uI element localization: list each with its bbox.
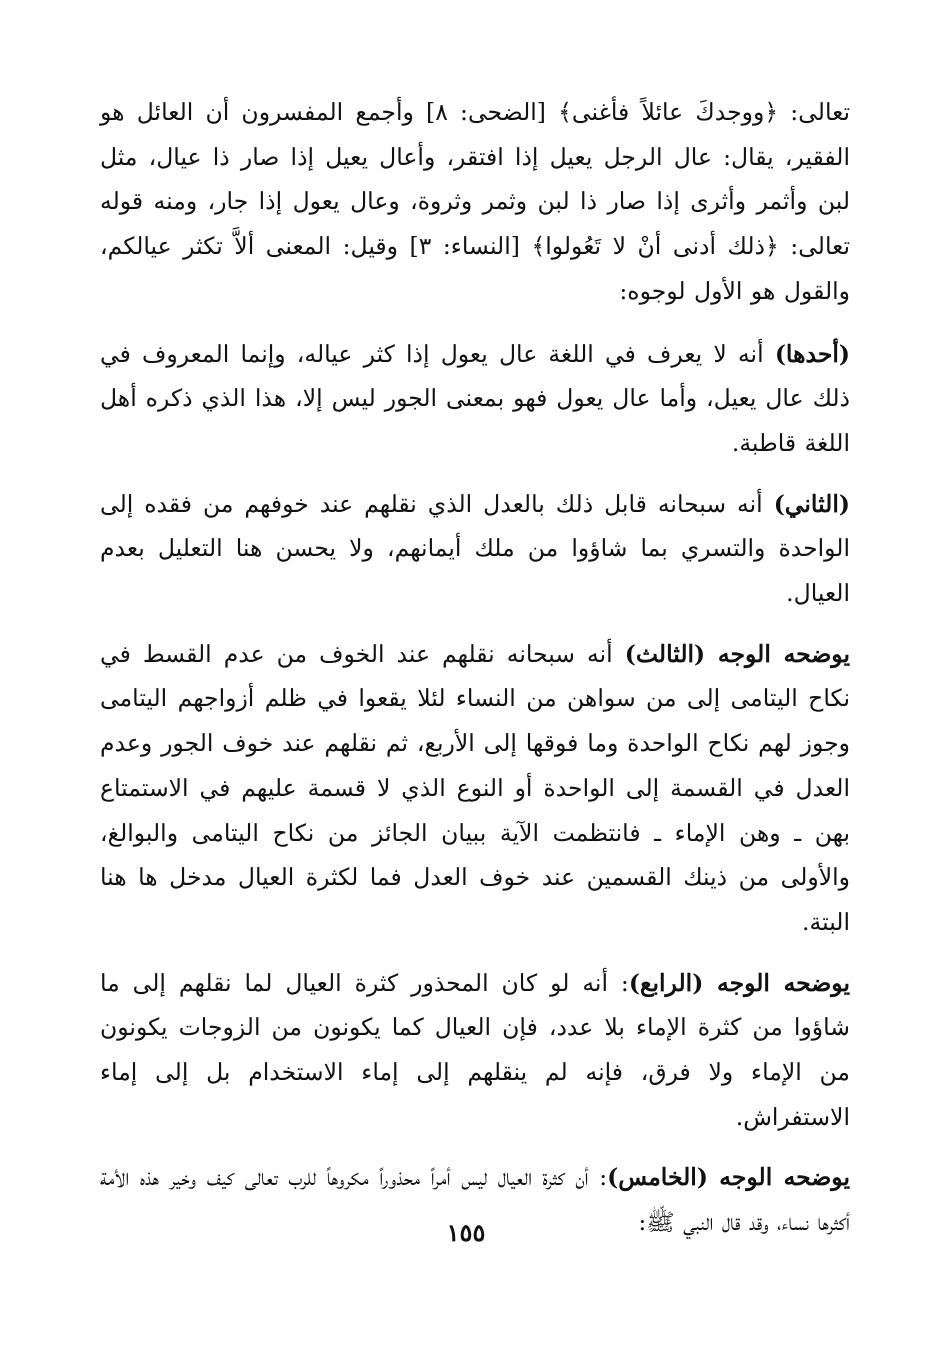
paragraph-6-text: : أن كثرة العيال ليس أمراً محذوراً مكروهاً للرب تعالى كيف وخير هذه الأمة أكثرها نساء، وقد قال النبي ﷺ: — [100, 1163, 850, 1237]
paragraph-2-lead: (أحدها) — [774, 339, 850, 368]
paragraph-2-text: أنه لا يعرف في اللغة عال يعول إذا كثر عياله، وإنما المعروف في ذلك عال يعيل، وأما عال يعول فهو بمعنى الجور ليس إلا، هذا الذي ذكره أهل اللغة قاطبة. — [100, 339, 850, 457]
paragraph-4-text: أنه سبحانه نقلهم عند الخوف من عدم القسط في نكاح اليتامى إلى من سواهن من النساء لئلا يقعوا في ظلم أزواجهم اليتامى وجوز لهم نكاح الواحدة وما فوقها إلى الأربع، ثم نقلهم عند خوف الجور وعدم العدل في القسمة إلى الواحدة أو النوع الذي لا قسمة عليهم في الاستمتاع بهن ـ وهن الإماء ـ فانتظمت الآية ببيان الجائز من نكاح اليتامى والبوالغ، والأولى من ذينك القسمين عند خوف العدل فما لكثرة العيال مدخل ها هنا البتة. — [100, 639, 850, 936]
paragraph-3-lead: (الثاني) — [773, 489, 850, 518]
paragraph-6-lead: يوضحه الوجه (الخامس) — [607, 1163, 850, 1192]
page-body — [100, 90, 850, 1261]
paragraph-4-lead: يوضحه الوجه (الثالث) — [624, 639, 850, 668]
paragraph-3 — [100, 482, 850, 616]
paragraph-3-text: أنه سبحانه قابل ذلك بالعدل الذي نقلهم عند خوفهم من فقده إلى الواحدة والتسري بما شاؤوا من ملك أيمانهم، ولا يحسن هنا التعليل بعدم العيال. — [100, 489, 850, 608]
paragraph-5-text: : أنه لو كان المحذور كثرة العيال لما نقلهم إلى ما شاؤوا من كثرة الإماء بلا عدد، فإن العيال كما يكونون من الزوجات يكونون من الإماء ولا فرق، فإنه لم ينقلهم إلى إماء الاستخدام بل إلى إماء الاستفراش. — [100, 968, 850, 1131]
paragraph-2 — [100, 332, 850, 466]
paragraph-1-text: تعالى: ﴿ووجدكَ عائلاً فأغنى﴾ [الضحى: ٨] وأجمع المفسرون أن العائل هو الفقير، يقال: عال الرجل يعيل إذا افتقر، وأعال يعيل إذا صار ذا عيال، مثل لبن وأثمر وأثرى إذا صار ذا لبن وثمر وثروة، وعال يعول إذا جار، ومنه قوله تعالى: ﴿ذلك أدنى أنْ لا تَعُولوا﴾ [النساء: ٣] وقيل: المعنى ألاَّ تكثر عيالكم، والقول هو الأول لوجوه: — [100, 98, 850, 305]
paragraph-5 — [100, 961, 850, 1140]
page-number: ١٥٥ — [446, 1218, 486, 1247]
paragraph-1 — [100, 90, 850, 314]
paragraph-5-lead: يوضحه الوجه (الرابع) — [628, 968, 850, 997]
paragraph-4 — [100, 632, 850, 945]
